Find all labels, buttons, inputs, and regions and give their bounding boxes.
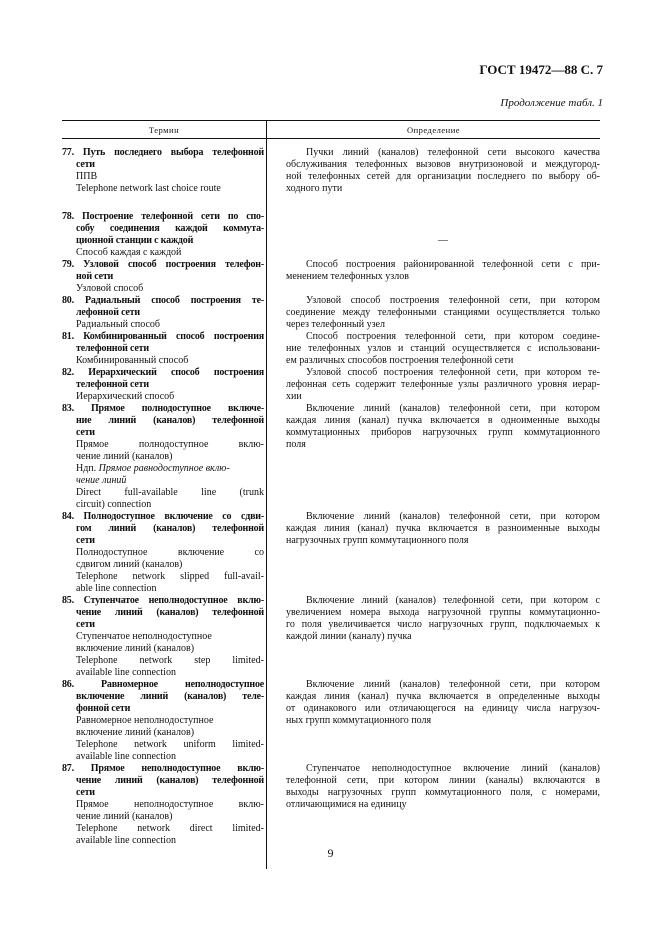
term-text: ние линий (каналов) телефонной	[76, 415, 264, 426]
term-text: Telephone network slipped full-avail-	[76, 571, 264, 582]
definition-line: отличающимися на единицу	[286, 799, 407, 810]
page-number: 9	[327, 846, 334, 860]
definition-line: выходы нагрузочных групп коммутационного поля, с номерами,	[286, 787, 600, 798]
definition-line: Включение линий (каналов) телефонной сети, при котором	[306, 679, 600, 690]
term-text: 84. Полнодоступное включение со сдви-	[62, 511, 264, 522]
definition-cell	[286, 259, 600, 283]
term-line	[76, 703, 264, 715]
term-text: Иерархический способ	[76, 391, 175, 402]
term-text: сети	[76, 535, 95, 546]
term-cell	[62, 403, 264, 511]
term-line	[76, 655, 264, 667]
term-text: чение линий	[76, 475, 127, 486]
term-text: гом линий (каналов) телефонной	[76, 523, 264, 534]
definition-cell	[286, 511, 600, 547]
column-header-term: Термин	[148, 124, 180, 135]
term-cell	[62, 259, 264, 295]
definition-line: коммутационных приборов нагрузочных групп коммутационного	[286, 427, 600, 438]
definition-line: телефонной сети, при котором линии (каналы) включаются в	[286, 775, 600, 786]
term-cell	[62, 331, 264, 367]
definition-line: обслуживания телефонных вызовов внутризоновой и междугород-	[286, 159, 600, 170]
term-line	[76, 379, 264, 391]
definition-line: Способ построения телефонной сети, при котором соедине-	[306, 331, 600, 342]
definition-line: Включение линий (каналов) телефонной сети, при котором с	[306, 595, 600, 606]
term-text: ной сети	[76, 271, 114, 282]
term-line	[62, 595, 264, 607]
term-line	[76, 571, 264, 583]
term-text: able line connection	[76, 583, 157, 594]
term-line	[62, 367, 264, 379]
term-line	[62, 331, 264, 343]
term-text: телефонной сети	[76, 379, 149, 390]
term-line	[76, 247, 264, 259]
term-cell	[62, 595, 264, 679]
term-text: включение линий (каналов)	[76, 727, 195, 738]
term-line	[76, 487, 264, 499]
term-line	[76, 427, 264, 439]
term-text: circuit) connection	[76, 499, 152, 510]
definition-line: поля	[286, 439, 306, 450]
definition-line: го поля увеличивается число нагрузочных групп, подключаемых к	[286, 619, 600, 630]
term-text: Полнодоступное включение со	[76, 547, 264, 558]
term-line	[76, 691, 264, 703]
term-text: 78. Построение телефонной сети по спо-	[62, 211, 264, 222]
definition-cell	[286, 403, 600, 451]
term-line	[76, 607, 264, 619]
term-cell	[62, 367, 264, 403]
definition-line: ной телефонных сетей для организации последнего по выбору об-	[286, 171, 600, 182]
definition-cell	[286, 147, 600, 195]
definition-cell	[286, 679, 600, 727]
column-divider	[266, 139, 267, 869]
term-line	[62, 679, 264, 691]
term-text: available line connection	[76, 835, 176, 846]
term-line	[76, 475, 264, 487]
term-text: чение линий (каналов) телефонной	[76, 775, 264, 786]
term-line	[76, 811, 264, 823]
term-line	[76, 643, 264, 655]
term-line	[76, 823, 264, 835]
page-header: ГОСТ 19472—88 С. 7	[479, 62, 603, 77]
definition-cell	[286, 295, 600, 331]
term-line	[76, 535, 264, 547]
term-line	[76, 547, 264, 559]
definition-line: нагрузочных групп коммутационного поля	[286, 535, 469, 546]
term-cell	[62, 511, 264, 595]
term-line	[76, 619, 264, 631]
term-line	[76, 283, 264, 295]
definition-cell	[286, 595, 600, 643]
definition-line: Способ построения районированной телефонной сети с при-	[306, 259, 600, 270]
term-text: Telephone network direct limited-	[76, 823, 264, 834]
term-line	[76, 559, 264, 571]
definition-line: менением телефонных узлов	[286, 271, 409, 282]
term-line	[76, 727, 264, 739]
term-cell	[62, 147, 264, 195]
term-text: Прямое полнодоступное вклю-	[76, 439, 264, 450]
term-text: Direct full-available line (trunk	[76, 487, 264, 498]
term-text: 85. Ступенчатое неполнодоступное вклю-	[62, 595, 264, 606]
definition-line: каждая линия (канал) пучка включается в разноименные выходы	[286, 523, 600, 534]
term-text: Telephone network step limited-	[76, 655, 264, 666]
term-text: 81. Комбинированный способ построения	[62, 331, 264, 342]
definition-line: через телефонный узел	[286, 319, 385, 330]
term-text: 86. Равномерное неполнодоступное	[62, 679, 264, 690]
term-line	[76, 271, 264, 283]
term-cell	[62, 763, 264, 847]
term-line	[76, 787, 264, 799]
definition-line: ние телефонных узлов и станций осуществляется с использовани-	[286, 343, 600, 354]
term-line	[76, 355, 264, 367]
term-line	[76, 463, 264, 475]
term-text-italic: Прямое равнодоступное вклю-	[98, 463, 230, 474]
term-text: Прямое неполнодоступное вклю-	[76, 799, 264, 810]
term-line	[76, 319, 264, 331]
term-text: 79. Узловой способ построения телефон-	[62, 259, 264, 270]
term-line	[62, 403, 264, 415]
term-line	[76, 415, 264, 427]
term-line	[76, 499, 264, 511]
term-text: 83. Прямое полнодоступное включе-	[62, 403, 264, 414]
term-line	[76, 235, 264, 247]
term-text: Ндп.	[76, 463, 99, 474]
term-line	[62, 211, 264, 223]
term-line	[76, 183, 264, 195]
definition-line: Ступенчатое неполнодоступное включение линий (каналов)	[306, 763, 600, 774]
term-text: включение линий (каналов) теле-	[76, 691, 264, 702]
term-text: 82. Иерархический способ построения	[62, 367, 264, 378]
term-cell	[62, 211, 264, 259]
term-line	[76, 631, 264, 643]
term-cell	[62, 295, 264, 331]
definition-line: увеличением номера выхода нагрузочной группы коммутационно-	[286, 607, 600, 618]
definition-line: ных групп коммутационного поля	[286, 715, 432, 726]
term-text: Telephone network last choice route	[76, 183, 221, 194]
term-text: сдвигом линий (каналов)	[76, 559, 183, 570]
terms-table	[62, 120, 600, 846]
term-text: ционной станции с каждой	[76, 235, 194, 246]
term-text: сети	[76, 159, 95, 170]
term-text: собу соединения каждой коммута-	[76, 223, 264, 234]
term-text: чение линий (каналов)	[76, 451, 173, 462]
term-text: 80. Радиальный способ построения те-	[62, 295, 264, 306]
term-cell	[62, 679, 264, 763]
term-line	[62, 763, 264, 775]
term-line	[76, 159, 264, 171]
definition-line: ем различных способов построения телефонной сети	[286, 355, 514, 366]
column-header-definition: Определение	[266, 121, 600, 138]
term-text: сети	[76, 427, 95, 438]
definition-line: от одинакового или отличающегося на единицу числа нагрузоч-	[286, 703, 600, 714]
table-header-row	[62, 121, 600, 139]
term-text: лефонной сети	[76, 307, 140, 318]
term-text: available line connection	[76, 751, 176, 762]
definition-cell	[286, 763, 600, 811]
definition-line: каждая линия (канал) пучка включается в определенные выходы	[286, 691, 600, 702]
term-text: сети	[76, 787, 95, 798]
term-text: 77. Путь последнего выбора телефонной	[62, 147, 264, 158]
table-continuation-note: Продолжение табл. 1	[500, 97, 603, 109]
term-text: фонной сети	[76, 703, 131, 714]
term-text: чение линий (каналов) телефонной	[76, 607, 264, 618]
term-text: Способ каждая с каждой	[76, 247, 182, 258]
definition-line: хии	[286, 391, 302, 402]
term-text: Telephone network uniform limited-	[76, 739, 264, 750]
term-text: телефонной сети	[76, 343, 149, 354]
term-line	[76, 799, 264, 811]
term-line	[76, 451, 264, 463]
term-line	[62, 511, 264, 523]
definition-line: Пучки линий (каналов) телефонной сети высокого качества	[306, 147, 600, 158]
term-text: Радиальный способ	[76, 319, 161, 330]
definition-line: соединение между телефонными станциями осуществляется только	[286, 307, 600, 318]
definition-line: каждая линия (канал) пучка включается в одноименные выходы	[286, 415, 600, 426]
term-line	[76, 171, 264, 183]
definition-cell	[286, 331, 600, 367]
term-text: Комбинированный способ	[76, 355, 189, 366]
definition-line: каждой линии (каналу) пучка	[286, 631, 412, 642]
term-text: available line connection	[76, 667, 176, 678]
term-text: чение линий (каналов)	[76, 811, 173, 822]
term-line	[62, 147, 264, 159]
term-line	[76, 739, 264, 751]
term-line	[76, 439, 264, 451]
term-line	[62, 295, 264, 307]
term-line	[76, 523, 264, 535]
term-line	[76, 391, 264, 403]
definition-line: ходного пути	[286, 183, 343, 194]
definition-dash: —	[438, 235, 448, 246]
term-text: Узловой способ	[76, 283, 144, 294]
definition-cell	[286, 367, 600, 403]
term-text: Равномерное неполнодоступное	[76, 715, 214, 726]
definition-line: лефонная сеть содержит телефонные узлы различного уровня иерар-	[286, 379, 600, 390]
term-text: сети	[76, 619, 95, 630]
definition-line: Включение линий (каналов) телефонной сети, при котором	[306, 403, 600, 414]
term-text: Ступенчатое неполнодоступное	[76, 631, 212, 642]
term-line	[76, 343, 264, 355]
definition-line: Включение линий (каналов) телефонной сети, при котором	[306, 511, 600, 522]
term-text: ППВ	[76, 171, 98, 182]
term-line	[76, 583, 264, 595]
term-line	[76, 715, 264, 727]
term-line	[76, 775, 264, 787]
definition-cell	[286, 211, 600, 247]
term-text: включение линий (каналов)	[76, 643, 195, 654]
definition-line: Узловой способ построения телефонной сети, при котором те-	[306, 367, 600, 378]
term-text: 87. Прямое неполнодоступное вклю-	[62, 763, 264, 774]
definition-line: Узловой способ построения телефонной сети, при котором	[306, 295, 600, 306]
term-line	[76, 223, 264, 235]
term-line	[62, 259, 264, 271]
term-line	[76, 751, 264, 763]
term-line	[76, 307, 264, 319]
term-line	[76, 667, 264, 679]
